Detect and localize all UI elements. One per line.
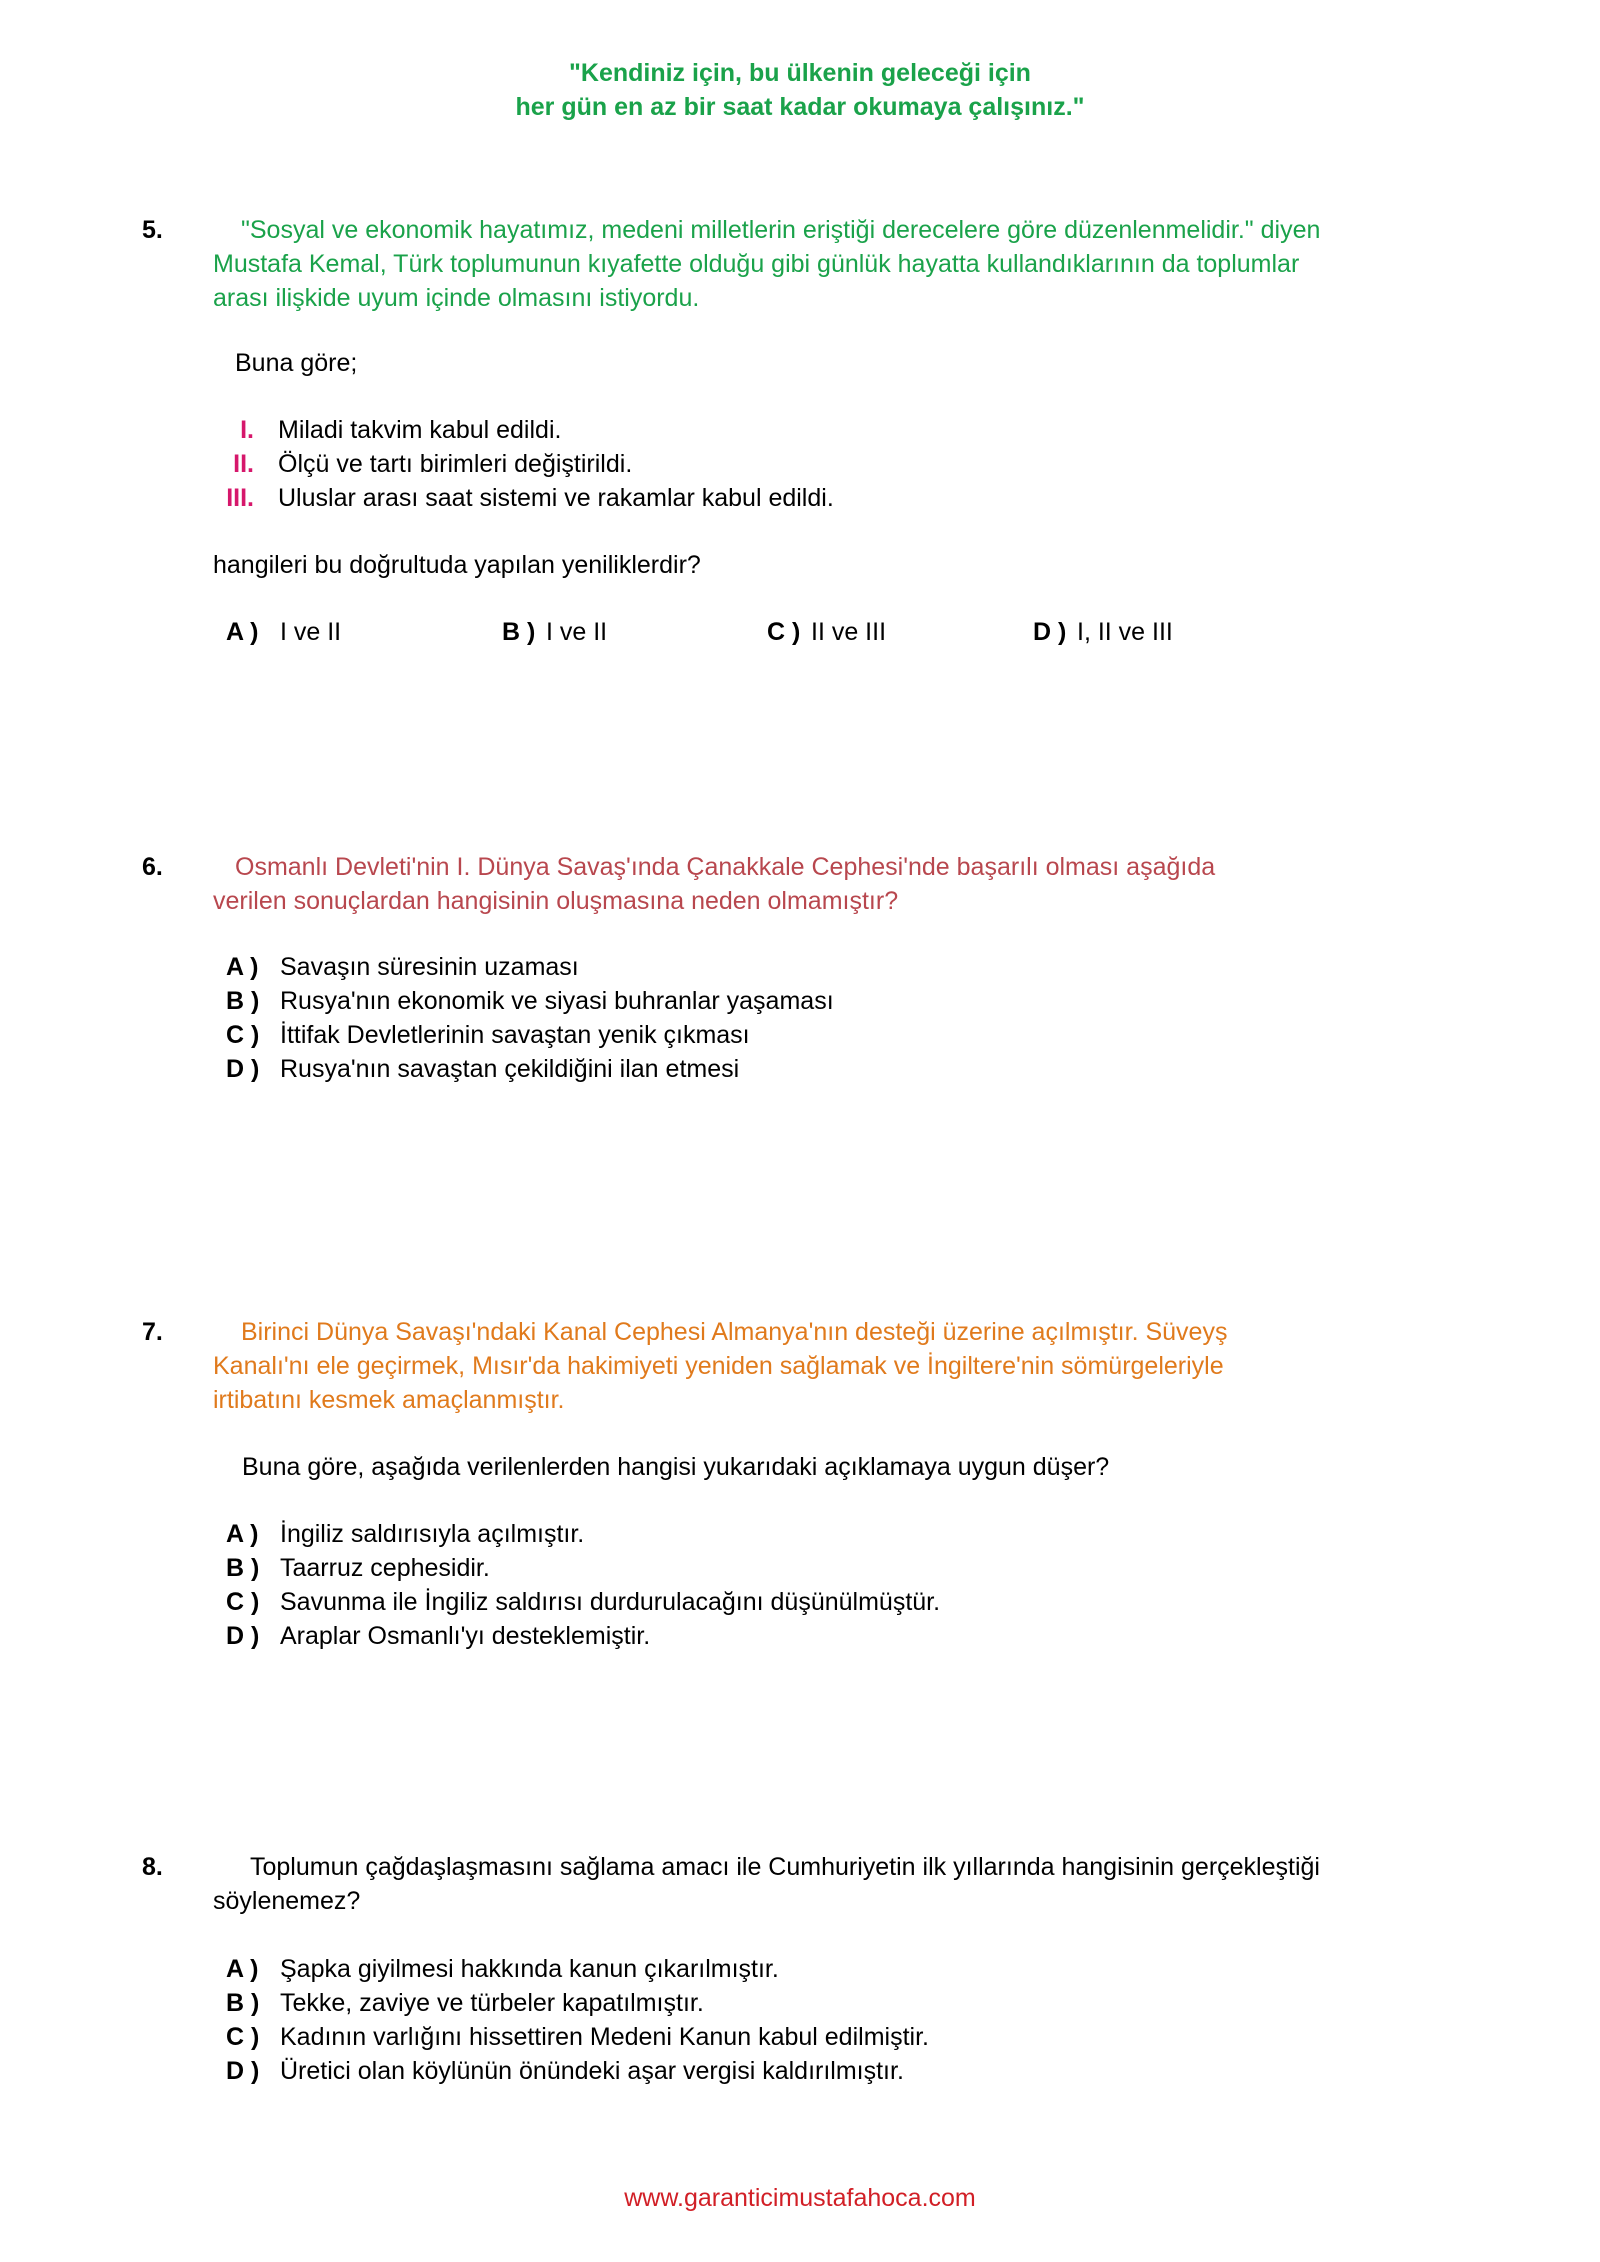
statement-text: Ölçü ve tartı birimleri değiştirildi. [278, 450, 633, 478]
question-7-stem-line-1: Birinci Dünya Savaşı'ndaki Kanal Cephesi Almanya'nın desteği üzerine açılmıştır. Süveyş [241, 1318, 1228, 1346]
question-8-stem-line-1: Toplumun çağdaşlaşmasını sağlama amacı ile Cumhuriyetin ilk yıllarında hangisinin gerçekleştiği [250, 1853, 1320, 1881]
statement-ii [206, 447, 834, 481]
option-text: I ve II [546, 618, 608, 646]
option-text: Savaşın süresinin uzaması [280, 953, 579, 981]
question-7-option-a[interactable] [226, 1517, 940, 1551]
question-8-option-b[interactable] [226, 1986, 929, 2020]
option-label: A ) [226, 1955, 259, 1983]
option-label: A ) [226, 1520, 259, 1548]
question-8-option-a[interactable] [226, 1952, 929, 1986]
option-text: Şapka giyilmesi hakkında kanun çıkarılmıştır. [280, 1955, 779, 1983]
question-8-number: 8. [142, 1853, 163, 1881]
question-7-options [226, 1517, 940, 1653]
question-7-prompt: Buna göre, aşağıda verilenlerden hangisi yukarıdaki açıklamaya uygun düşer? [242, 1453, 1110, 1481]
question-5-option-a[interactable] [226, 615, 341, 649]
question-5-stem-line-2: Mustafa Kemal, Türk toplumunun kıyafette olduğu gibi günlük hayatta kullandıklarının da toplumlar [213, 250, 1300, 278]
option-label: C ) [767, 618, 801, 646]
question-6-stem [213, 850, 1215, 918]
statement-text: Uluslar arası saat sistemi ve rakamlar kabul edildi. [278, 484, 834, 512]
question-7-option-b[interactable] [226, 1551, 940, 1585]
statement-number: I. [240, 416, 254, 444]
question-8-stem-line-2: söylenemez? [213, 1887, 361, 1915]
option-text: Kadının varlığını hissettiren Medeni Kanun kabul edilmiştir. [280, 2023, 929, 2051]
question-8-stem [213, 1850, 1320, 1918]
question-6-options [226, 950, 834, 1086]
option-label: D ) [226, 2057, 260, 2085]
option-text: İttifak Devletlerinin savaştan yenik çıkması [280, 1021, 750, 1049]
option-text: Taarruz cephesidir. [280, 1554, 490, 1582]
question-7-option-c[interactable] [226, 1585, 940, 1619]
question-5-number: 5. [142, 216, 163, 244]
option-text: Araplar Osmanlı'yı desteklemiştir. [280, 1622, 651, 1650]
statement-i [206, 413, 834, 447]
option-label: C ) [226, 1021, 260, 1049]
option-text: Üretici olan köylünün önündeki aşar vergisi kaldırılmıştır. [280, 2057, 904, 2085]
statement-number: II. [233, 450, 254, 478]
option-label: B ) [226, 1989, 260, 2017]
question-6-number: 6. [142, 853, 163, 881]
statement-number: III. [226, 484, 254, 512]
question-5-option-c[interactable] [767, 615, 886, 649]
question-5-lead: Buna göre; [235, 349, 358, 377]
option-label: D ) [226, 1055, 260, 1083]
option-label: B ) [502, 618, 536, 646]
question-6-option-b[interactable] [226, 984, 834, 1018]
question-6-option-d[interactable] [226, 1052, 834, 1086]
option-label: C ) [226, 1588, 260, 1616]
option-label: B ) [226, 987, 260, 1015]
question-5-prompt: hangileri bu doğrultuda yapılan yeniliklerdir? [213, 551, 701, 579]
motto-line-1: "Kendiniz için, bu ülkenin geleceği için [569, 59, 1031, 87]
option-text: Rusya'nın savaştan çekildiğini ilan etmesi [280, 1055, 740, 1083]
question-5-option-d[interactable] [1033, 615, 1173, 649]
question-7-option-d[interactable] [226, 1619, 940, 1653]
option-text: I ve II [280, 618, 342, 646]
motto-line-2: her gün en az bir saat kadar okumaya çalışınız." [515, 93, 1085, 121]
option-label: D ) [226, 1622, 260, 1650]
question-5-stem [213, 213, 1320, 315]
footer-url[interactable]: www.garanticimustafahoca.com [624, 2184, 976, 2212]
question-5-stem-line-3: arası ilişkide uyum içinde olmasını istiyordu. [213, 284, 700, 312]
option-text: İngiliz saldırısıyla açılmıştır. [280, 1520, 585, 1548]
question-5-option-b[interactable] [502, 615, 607, 649]
question-6-option-c[interactable] [226, 1018, 834, 1052]
question-8-option-d[interactable] [226, 2054, 929, 2088]
question-6-stem-line-2: verilen sonuçlardan hangisinin oluşmasına neden olmamıştır? [213, 887, 899, 915]
question-5-statements [206, 413, 834, 515]
question-6-stem-line-1: Osmanlı Devleti'nin I. Dünya Savaş'ında Çanakkale Cephesi'nde başarılı olması aşağıda [235, 853, 1216, 881]
question-7-number: 7. [142, 1318, 163, 1346]
option-text: Tekke, zaviye ve türbeler kapatılmıştır. [280, 1989, 704, 2017]
option-text: I, II ve III [1077, 618, 1173, 646]
option-label: D ) [1033, 618, 1067, 646]
question-6-option-a[interactable] [226, 950, 834, 984]
question-8-options [226, 1952, 929, 2088]
option-label: A ) [226, 953, 259, 981]
motto [0, 56, 1600, 124]
question-5-stem-line-1: "Sosyal ve ekonomik hayatımız, medeni milletlerin eriştiği derecelere göre düzenlenmelidir." diyen [241, 216, 1321, 244]
question-7-stem [213, 1315, 1227, 1417]
option-text: II ve III [811, 618, 887, 646]
option-text: Savunma ile İngiliz saldırısı durdurulacağını düşünülmüştür. [280, 1588, 941, 1616]
question-8-option-c[interactable] [226, 2020, 929, 2054]
question-7-stem-line-3: irtibatını kesmek amaçlanmıştır. [213, 1386, 565, 1414]
option-label: A ) [226, 618, 259, 646]
option-label: C ) [226, 2023, 260, 2051]
question-7-stem-line-2: Kanalı'nı ele geçirmek, Mısır'da hakimiyeti yeniden sağlamak ve İngiltere'nin sömürgeleriyle [213, 1352, 1224, 1380]
option-text: Rusya'nın ekonomik ve siyasi buhranlar yaşaması [280, 987, 834, 1015]
statement-text: Miladi takvim kabul edildi. [278, 416, 562, 444]
statement-iii [206, 481, 834, 515]
option-label: B ) [226, 1554, 260, 1582]
